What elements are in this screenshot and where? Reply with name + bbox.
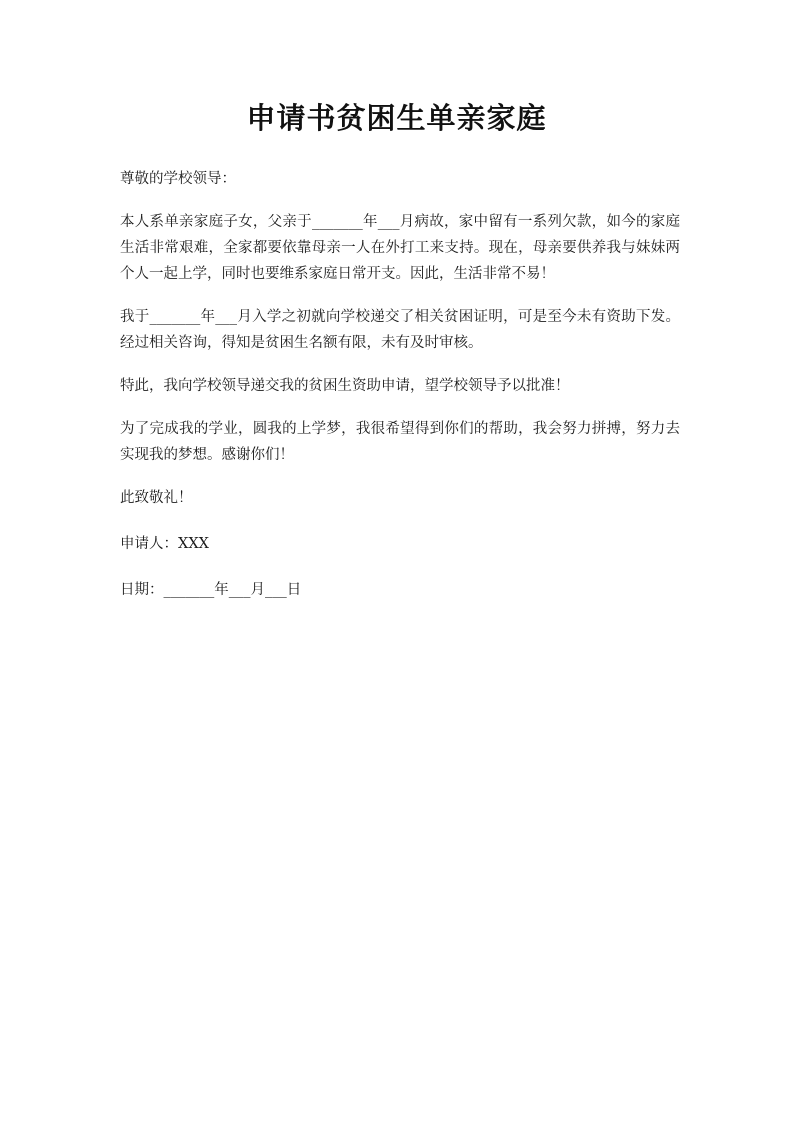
paragraph-aspiration: 为了完成我的学业，圆我的上学梦，我很希望得到你们的帮助，我会努力拼搏，努力去实现我的梦想。感谢你们！ [120, 421, 680, 463]
paragraph-request: 特此，我向学校领导递交我的贫困生资助申请，望学校领导予以批准！ [120, 378, 570, 394]
paragraph-enrollment: 我于_______年___月入学之初就向学校递交了相关贫困证明，可是至今未有资助下发。经过相关咨询，得知是贫困生名额有限，未有及时审核。 [120, 309, 680, 351]
document-body [120, 166, 680, 623]
date-line: 日期：_______年___月___日 [120, 582, 302, 598]
document-title: 申请书贫困生单亲家庭 [246, 101, 547, 135]
salutation: 尊敬的学校领导： [120, 171, 236, 187]
closing-line: 此致敬礼！ [120, 490, 193, 506]
paragraph-family-situation: 本人系单亲家庭子女，父亲于_______年___月病故，家中留有一系列欠款，如今的家庭生活非常艰难，全家都要依靠母亲一人在外打工来支持。现在，母亲要供养我与妹妹两个人一起上学，同时也要维系家庭日常开支。因此，生活非常不易！ [120, 214, 680, 282]
applicant-line: 申请人：XXX [120, 536, 209, 552]
